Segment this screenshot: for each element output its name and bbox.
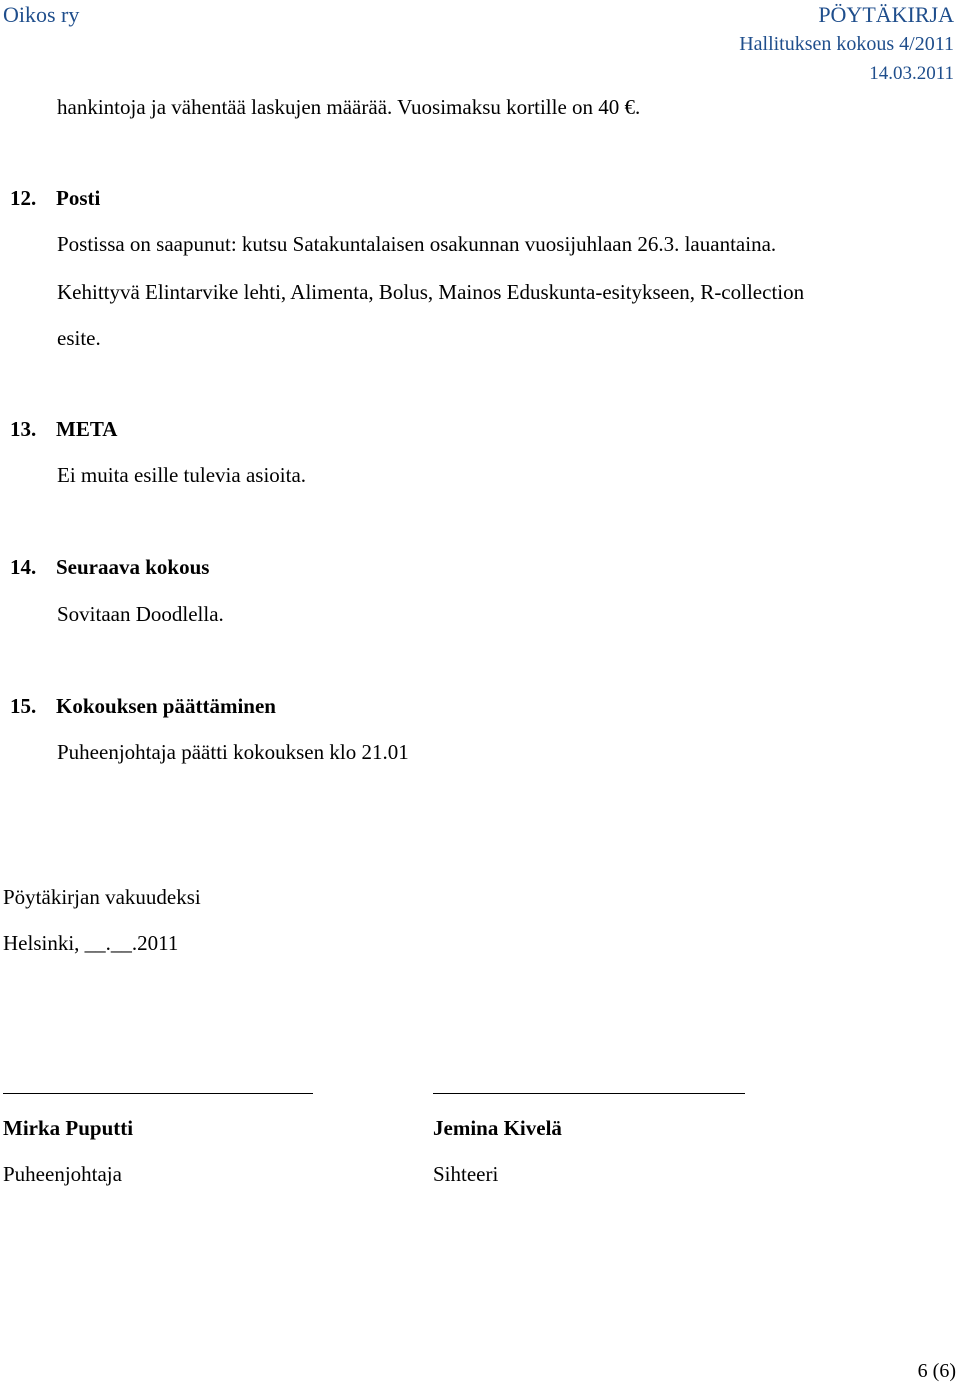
section-text: Ei muita esille tulevia asioita. [57, 463, 307, 487]
section-heading [10, 555, 209, 580]
signature-line [433, 1093, 745, 1094]
section-number: 12. [10, 186, 37, 210]
section-heading [10, 694, 276, 719]
signatory-role: Puheenjohtaja [3, 1162, 122, 1186]
section-text: esite. [57, 326, 101, 350]
signature-line [3, 1093, 313, 1094]
section-title: META [56, 417, 118, 441]
section-title: Kokouksen päättäminen [56, 694, 276, 718]
signatory-name: Mirka Puputti [3, 1116, 134, 1140]
section-title: Posti [56, 186, 101, 210]
meeting-title: Hallituksen kokous 4/2011 [739, 33, 954, 55]
place-date: Helsinki, __.__.2011 [3, 931, 179, 955]
section-text: Postissa on saapunut: kutsu Satakuntalaisen osakunnan vuosijuhlaan 26.3. lauantaina. [57, 232, 777, 256]
organization-name: Oikos ry [3, 2, 80, 27]
section-text: Puheenjohtaja päätti kokouksen klo 21.01 [57, 740, 409, 764]
signatory-name: Jemina Kivelä [433, 1116, 562, 1140]
section-title: Seuraava kokous [56, 555, 210, 579]
section-number: 13. [10, 417, 37, 441]
section-text: Sovitaan Doodlella. [57, 602, 224, 626]
section-number: 14. [10, 555, 37, 579]
section-heading [10, 417, 117, 442]
section-number: 15. [10, 694, 37, 718]
page-number: 6 (6) [917, 1360, 956, 1382]
certification-heading: Pöytäkirjan vakuudeksi [3, 885, 201, 909]
section-text: Kehittyvä Elintarvike lehti, Alimenta, Bolus, Mainos Eduskunta-esitykseen, R-collection [57, 280, 805, 304]
meeting-date: 14.03.2011 [869, 63, 954, 84]
continuation-text: hankintoja ja vähentää laskujen määrää. Vuosimaksu kortille on 40 €. [57, 95, 641, 119]
signatory-role: Sihteeri [433, 1162, 499, 1186]
section-heading [10, 186, 100, 211]
document-type: PÖYTÄKIRJA [818, 2, 954, 27]
